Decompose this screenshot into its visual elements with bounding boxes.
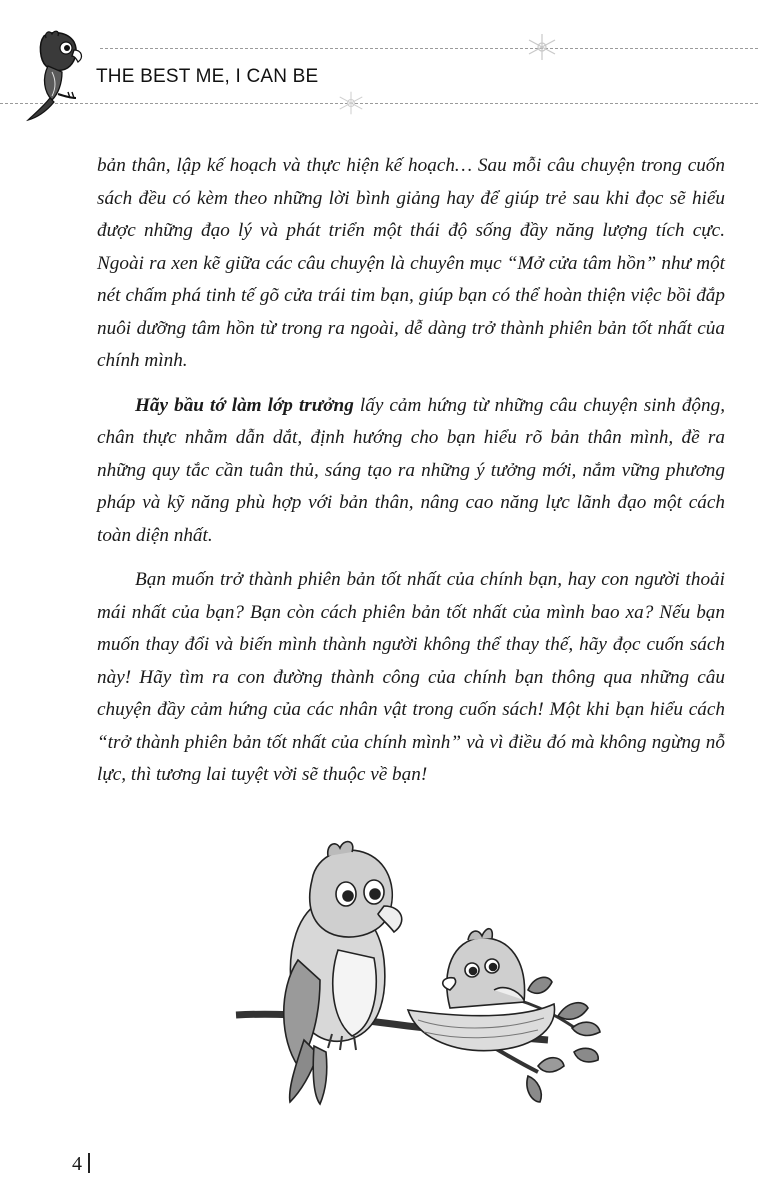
paragraph: Bạn muốn trở thành phiên bản tốt nhất của chính bạn, hay con người thoải mái nhất của bạn? Bạn còn cách phiên bản tốt nhất của mình bao xa? Nếu bạn muốn thay đổi và biến mình thành người không thể thay thế, hãy đọc cuốn sách này! Hãy tìm ra con đường thành công của chính bạn thông qua những câu chuyện đầy cảm hứng của các nhân vật trong cuốn sách! Một khi bạn hiểu cách “trở thành phiên bản tốt nhất của chính mình” và vì điều đó mà không ngừng nỗ lực, thì tương lai tuyệt vời sẽ thuộc về bạn! — [97, 569, 725, 785]
snowflake-ornament-icon — [336, 90, 366, 116]
book-title-emphasis: Hãy bầu tớ làm lớp trưởng — [135, 394, 354, 416]
running-header-title: THE BEST ME, I CAN BE — [96, 66, 319, 87]
birds-on-branch-illustration — [228, 840, 608, 1110]
parrot-logo-icon — [22, 28, 92, 124]
page-number-divider — [88, 1153, 90, 1173]
header-rule-bottom — [0, 103, 758, 104]
page-number — [72, 1153, 90, 1176]
snowflake-ornament-icon — [525, 32, 559, 62]
paragraph — [97, 390, 725, 553]
page-number-value: 4 — [72, 1153, 82, 1175]
paragraph-text: lấy cảm hứng từ những câu chuyện sinh động, chân thực nhằm dẫn dắt, định hướng cho bạn hiểu rõ bản thân mình, đề ra những quy tắc cần tuân thủ, sáng tạo ra những ý tưởng mới, nắm vững phương pháp và kỹ năng phù hợp với bản thân, nâng cao năng lực lãnh đạo một cách toàn diện nhất. — [97, 394, 725, 546]
header-rule-top — [100, 48, 758, 49]
paragraph: bản thân, lập kế hoạch và thực hiện kế hoạch… Sau mỗi câu chuyện trong cuốn sách đều có kèm theo những lời bình giảng hay để giúp trẻ sau khi đọc sẽ hiểu được những đạo lý và phát triển một thái độ sống đầy năng lượng tích cực. Ngoài ra xen kẽ giữa các câu chuyện là chuyên mục “Mở cửa tâm hồn” như một nét chấm phá tinh tế gõ cửa trái tim bạn, giúp bạn có thể hoàn thiện việc bồi đắp nuôi dưỡng tâm hồn từ trong ra ngoài, dễ dàng trở thành phiên bản tốt nhất của chính mình. — [97, 155, 725, 371]
body-text — [97, 150, 725, 804]
